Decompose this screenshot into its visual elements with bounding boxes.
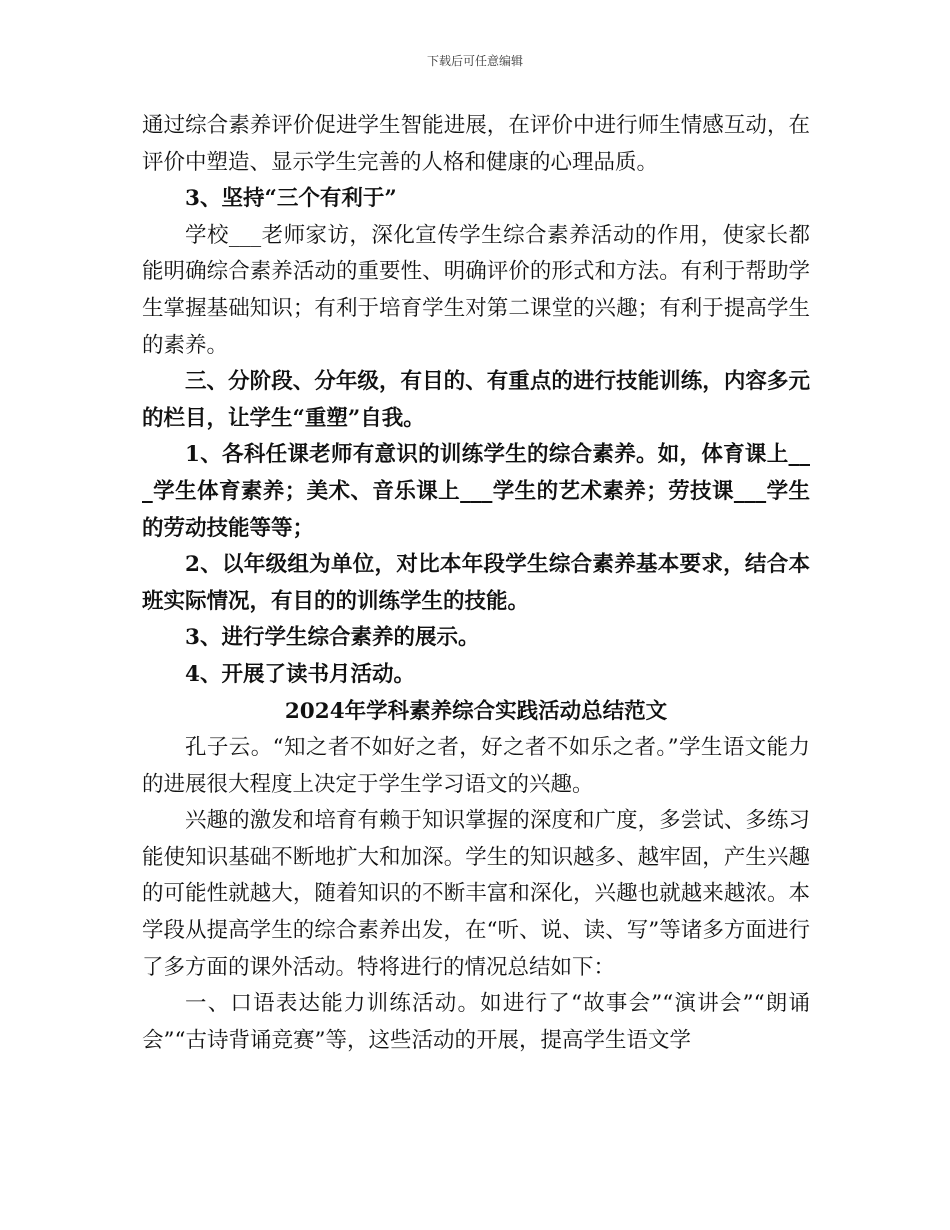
paragraph: 兴趣的激发和培育有赖于知识掌握的深度和广度，多尝试、多练习能使知识基础不断地扩大和加深。学生的知识越多、越牢固，产生兴趣的可能性就越大，随着知识的不断丰富和深化，兴趣也就越来越浓。本学段从提高学生的综合素养出发，在“听、说、读、写”等诸多方面进行了多方面的课外活动。特将进行的情况总结如下： — [142, 808, 810, 980]
paragraph: 学校___老师家访，深化宣传学生综合素养活动的作用，使家长都能明确综合素养活动的重要性、明确评价的形式和方法。有利于帮助学生掌握基础知识；有利于培育学生对第二课堂的兴趣；有利于提高学生的素养。 — [142, 222, 810, 358]
page-header: 下载后可任意编辑 — [426, 54, 523, 68]
list-item: 3、进行学生综合素养的展示。 — [185, 625, 480, 651]
paragraph: 通过综合素养评价促进学生智能进展，在评价中进行师生情感互动，在评价中塑造、显示学生完善的人格和健康的心理品质。 — [142, 113, 810, 175]
list-item: 4、开展了读书月活动。 — [185, 661, 415, 687]
list-item: 1、各科任课老师有意识的训练学生的综合素养。如，体育课上___学生体育素养；美术、音乐课上___学生的艺术素养；劳技课___学生的劳动技能等等； — [142, 442, 810, 541]
paragraph: 一、口语表达能力训练活动。如进行了“故事会”“演讲会”“朗诵会”“古诗背诵竞赛”等，这些活动的开展，提高学生语文学 — [142, 991, 810, 1053]
paragraph: 孔子云。“知之者不如好之者，好之者不如乐之者。”学生语文能力的进展很大程度上决定于学生学习语文的兴趣。 — [142, 735, 810, 797]
document-body — [142, 108, 810, 1059]
section-heading: 3、坚持“三个有利于” — [185, 186, 397, 212]
article-title: 2024年学科素养综合实践活动总结范文 — [284, 698, 668, 724]
list-item: 2、以年级组为单位，对比本年段学生综合素养基本要求，结合本班实际情况，有目的的训练学生的技能。 — [142, 552, 810, 614]
section-heading: 三、分阶段、分年级，有目的、有重点的进行技能训练，内容多元的栏目，让学生“重塑”自我。 — [142, 369, 810, 431]
